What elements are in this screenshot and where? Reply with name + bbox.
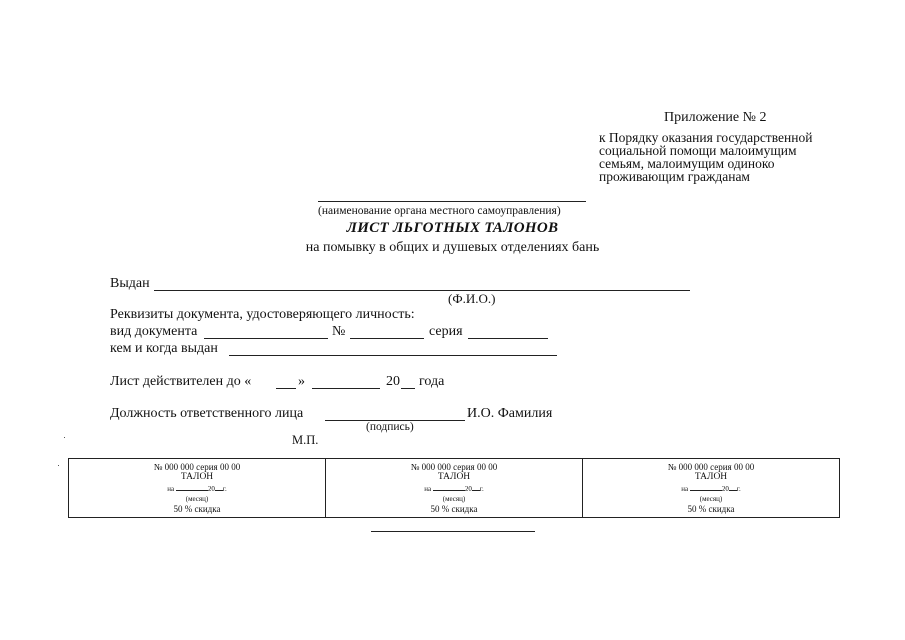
coupon-month-caption: (месяц) [699, 495, 723, 503]
coupon-on-label: на [424, 485, 432, 493]
appendix-line: проживающим гражданам [599, 169, 750, 184]
responsible-name: И.О. Фамилия [467, 406, 553, 421]
coupon-date-row [583, 482, 839, 494]
document-type-label: вид документа [110, 324, 198, 339]
coupon-year-prefix: 20 [464, 485, 472, 493]
coupon-discount: 50 % скидка [173, 504, 221, 514]
coupon-discount: 50 % скидка [687, 504, 735, 514]
document-number-field[interactable] [350, 338, 424, 339]
coupon-title: ТАЛОН [437, 472, 471, 482]
coupon[interactable] [583, 459, 839, 517]
coupon-month-field[interactable] [176, 482, 208, 491]
stamp-label: М.П. [292, 433, 319, 447]
footer-line [371, 531, 535, 532]
document-number-label: № [332, 324, 346, 339]
coupon-month-field[interactable] [690, 482, 722, 491]
coupon-number: № 000 000 серия 00 00 [410, 462, 498, 472]
document-heading: Реквизиты документа, удостоверяющего личность: [110, 307, 415, 322]
appendix-title: Приложение № 2 [664, 110, 767, 125]
coupon-month-caption: (месяц) [442, 495, 466, 503]
validity-year-prefix: 20 [386, 374, 400, 389]
appendix-line: к Порядку оказания государственной [599, 130, 813, 145]
validity-label: Лист действителен до « [110, 374, 252, 389]
coupon-date-row [69, 482, 325, 494]
coupon-on-label: на [681, 485, 689, 493]
issued-by-field[interactable] [229, 355, 557, 356]
coupon-year-field[interactable] [729, 482, 737, 491]
scan-speck [58, 465, 59, 466]
document-type-field[interactable] [204, 338, 328, 339]
document-subtitle: на помывку в общих и душевых отделениях бань [305, 240, 600, 255]
document-series-field[interactable] [468, 338, 548, 339]
coupon-number: № 000 000 серия 00 00 [153, 462, 241, 472]
coupon-month-caption: (месяц) [185, 495, 209, 503]
coupon-title: ТАЛОН [694, 472, 728, 482]
coupon-discount: 50 % скидка [430, 504, 478, 514]
validity-day-field[interactable] [276, 388, 296, 389]
validity-year-field[interactable] [401, 388, 415, 389]
coupon-number: № 000 000 серия 00 00 [667, 462, 755, 472]
responsible-label: Должность ответственного лица [110, 406, 304, 421]
document-series-label: серия [429, 324, 463, 339]
coupon-on-label: на [167, 485, 175, 493]
coupon-month-field[interactable] [433, 482, 465, 491]
coupon[interactable] [326, 459, 583, 517]
coupons-strip [68, 458, 840, 518]
coupon-year-prefix: 20 [207, 485, 215, 493]
coupon-year-field[interactable] [472, 482, 480, 491]
issued-label: Выдан [110, 276, 150, 291]
coupon-title: ТАЛОН [180, 472, 214, 482]
validity-month-field[interactable] [312, 388, 380, 389]
signature-caption: (подпись) [366, 421, 414, 433]
coupon-date-row [326, 482, 582, 494]
validity-year-suffix: года [419, 374, 445, 389]
org-name-line[interactable] [318, 201, 586, 202]
appendix-line: социальной помощи малоимущим [599, 143, 797, 158]
appendix-description [599, 131, 849, 183]
issued-by-label: кем и когда выдан [110, 341, 218, 356]
coupon[interactable] [69, 459, 326, 517]
org-caption: (наименование органа местного самоуправления) [318, 205, 561, 217]
coupon-year-suffix: г. [479, 485, 484, 493]
document-title: ЛИСТ ЛЬГОТНЫХ ТАЛОНОВ [346, 220, 559, 236]
scan-speck [64, 437, 65, 438]
coupon-year-suffix: г. [222, 485, 227, 493]
coupon-year-prefix: 20 [721, 485, 729, 493]
coupon-year-suffix: г. [736, 485, 741, 493]
fio-caption: (Ф.И.О.) [448, 291, 496, 306]
appendix-line: семьям, малоимущим одиноко [599, 156, 775, 171]
issued-name-field[interactable] [154, 290, 690, 291]
coupon-year-field[interactable] [215, 482, 223, 491]
validity-close-quote: » [298, 374, 305, 389]
